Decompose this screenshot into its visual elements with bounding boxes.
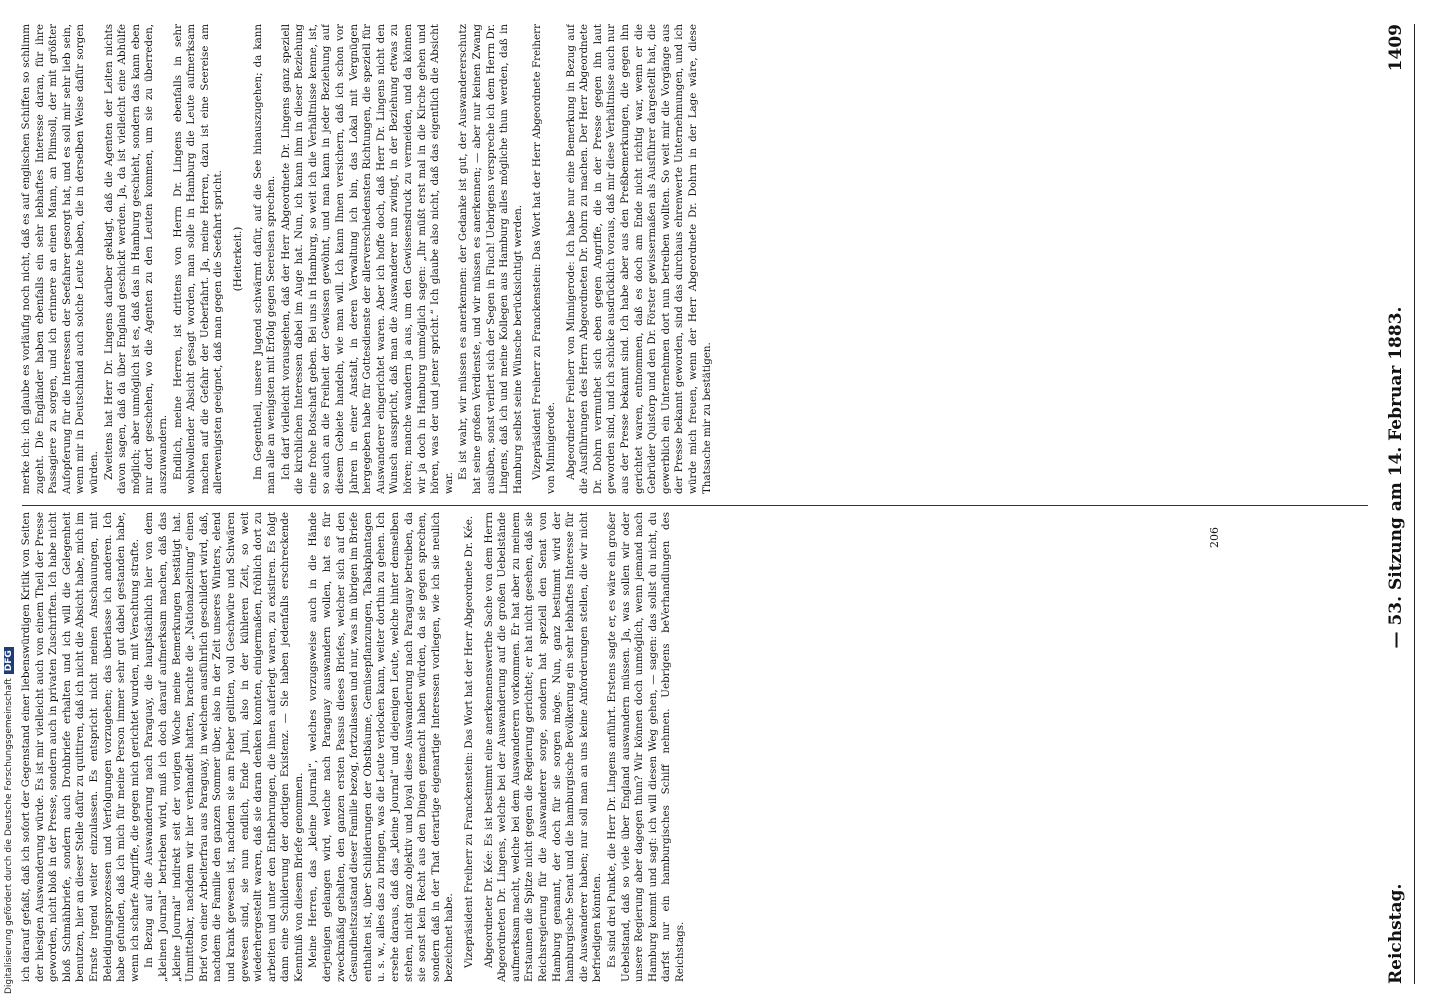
paragraph: Abgeordneter Freiherr von Minnigerode: Ich habe nur eine Bemerkung in Bezug auf die Ausführungen des Herrn Abgeordneten Dr. Dohrn zu machen. Der Herr Abgeordnete Dr. Dohrn vermuthet sich eben gegen Angriffe, die in der Presse gegen ihn laut geworden sind, und ich schicke ausdrücklich voraus, daß mir diese Verhältnisse auch nur aus der Presse bekannt sind. Ich habe aber aus den Preßbemerkungen, die gegen ihn gerichtet waren, entnommen, daß es doch am Ende nicht richtig war, wenn er die Gebrüder Quistorp und den Dr. Förster gewissermaßen als Ausführer dargestellt hat, die gewerblich ein Unternehmen dort nun betreiben wollten. So weit mir die Vorgänge aus der Presse bekannt geworden, sind das durchaus ehrenwerte Unternehmungen, und ich würde mich freuen, wenn der Herr Abgeordnete Dr. Dohrn in der Lage wäre, diese Thatsache mir zu bestätigen. — [564, 24, 713, 494]
paragraph: Abgeordneter Dr. Kée: Es ist bestimmt eine anerkennenswerthe Sache von dem Herrn Abgeordneten Dr. Lingens, welche bei der Auswanderung auf die großen Uebelstände aufmerksam macht, welche bei dem Auswanderern vorkommen. Er hat aber zu meinem Erstaunen die Spitze nicht gegen die Regierung gerichtet; er hat nicht gesehen, daß sie Reichsregierung für die Auswanderer sorge, sondern hat speziell den Senat von Hamburg genannt, der doch für sie sorgen möge. Nun, ganz bestimmt wird der hamburgische Senat und die hamburgische Bevölkerung ein sehr lebhaftes Interesse für die Auswanderer haben; nur soll man an uns keine Anforderungen stellen, die wir nicht befriedigen könnten. — [482, 512, 604, 982]
paragraph: merke ich: ich glaube es vorläufig noch nicht, daß es auf englischen Schiffen so schlimm zugeht. Die Engländer haben ebenfalls ein sehr lebhaftes Interesse daran, für ihre Passagiere zu sorgen, und ich erinnere an einen Mann, an Plimsoll, der mit größter Aufopferung für die Interessen der Seefahrer gesorgt hat, und es soll mir sehr lieb sein, wenn mir in Deutschland auch solche Leute haben, die in derselben Weise dafür sorgen würden. — [20, 24, 100, 494]
left-column — [20, 512, 1368, 982]
paragraph: Es sind drei Punkte, die Herr Dr. Lingens anführt. Erstens sagte er, es wäre ein großer Uebelstand, daß so viele über England auswandern müssen. Ja, was sollen wir oder unsere Regierung aber dagegen thun? Wir können doch unmöglich, wenn jemand nach Hamburg kommt und sagt: ich will diesen Weg gehen, — sagen: das sollst du nicht, du darfst nur ein hamburgisches Schiff nehmen. Uebrigens beVerhandlungen des Reichstags. — [605, 512, 686, 982]
paragraph: ich darauf gefaßt, daß ich sofort der Gegenstand einer liebenswürdigen Kritik von Seiten der hiesigen Auswanderung würde. Es ist mir vielleicht auch von einem Theil der Presse geworden, nicht bloß in der Presse, sondern auch in privaten Zuschriften. Ich habe nicht bloß Schmähbriefe, sondern auch Drohbriefe erhalten und ich will die Gelegenheit benutzen, hier an dieser Stelle dafür zu quittiren, daß ich nicht die Absicht habe, mich im Ernste irgend weiter einzulassen. Es entspricht nicht meinen Anschauungen, mit Beleidigungsprozessen und Verfolgungen vorzugehen; das überlasse ich anderen. Ich habe gefunden, daß ich mich für meine Person immer sehr gut dabei gestanden habe, wenn ich scharfe Angriffe, die gegen mich gerichtet wurden, mit Verachtung strafte. — [20, 512, 141, 982]
speaker-announcement: Vizepräsident Freiherr zu Franckenstein: Das Wort hat der Herr Abgeordnete Dr. Kée. — [463, 515, 475, 968]
paragraph: Zweitens hat Herr Dr. Lingens darüber geklagt, daß die Agenten der Leiten nichts davon sagen, daß da über England geschickt werden. Ja, da ist vielleicht eine Abhülfe möglich; aber unmöglich ist es, daß das in Hamburg geschieht, sondern das kann eben nur dort geschehen, wo die Agenten zu den Leuten kommen, um sie zu überreden, auszuwandern. — [102, 24, 169, 494]
header-left: Reichstag. — [1386, 883, 1406, 984]
dfg-logo: DFG — [4, 647, 14, 674]
paragraph: Es ist wahr, wir müssen es anerkennen: der Gedanke ist gut, der Auswandererschutz hat seine großen Verdienste, und wir müssen es anerkennen; — aber nur keinen Zwang ausüben, sonst verliert sich der Segen in Fluch! Uebrigens verspreche ich dem Herrn Dr. Lingens, daß ich und meine Kollegen aus Hamburg alles mögliche thun werden, daß in Hamburg selbst seine Wünsche berücksichtigt werden. — [457, 24, 524, 494]
page-header — [1378, 24, 1415, 984]
paragraph: Ich darf vielleicht vorausgehen, daß der Herr Abgeordnete Dr. Lingens ganz speziell die kirchlichen Interessen dabei im Auge hat. Nun, ich kann ihm in dieser Beziehung eine frohe Botschaft geben. Bei uns in Hamburg, so weit ich die Verhältnisse kenne, ist, so auch an die Freiheit der Gewissen gewöhnt, und man kann in jeder Beziehung auf diesem Gebiete handeln, wie man will. Ich kann Ihnen versichern, daß ich schon vor Jahren in einer Anstalt, in deren Verwaltung ich bin, das Lokal mit Vergnügen hergegeben habe für Gottesdienste der allerverschiedensten Richtungen, die speziell für Auswanderer eingerichtet waren. Aber ich hoffe doch, daß Herr Dr. Lingens nicht den Wunsch ausspricht, daß man die Auswanderer nun zwingt, in der Beziehung etwas zu hören; manche wandern ja aus, um den Gewissensdruck zu vermeiden, und da können wir ja doch in Hamburg unmöglich sagen: „Ihr müßt erst mal in die Kirche gehen und hören, was der und jener spricht.“ Ich glaube also nicht, daß das eigentlich die Absicht war. — [279, 24, 455, 494]
paragraph: Endlich, meine Herren, ist drittens von Herrn Dr. Lingens ebenfalls in sehr wohlwollender Absicht gesagt worden, man solle in Hamburg die Leute aufmerksam machen auf die Gefahr der Ueberfahrt. Ja, meine Herren, dazu ist eine Seereise am allerwenigsten geeignet, daß man gegen die Seefahrt spricht. — [171, 24, 225, 494]
paragraph: Im Gegentheil, unsere Jugend schwärmt dafür, auf die See hinauszugehen; da kann man alle an wenigsten mit Erfolg gegen Seereisen sprechen. — [251, 24, 278, 494]
paragraph: In Bezug auf die Auswanderung nach Paraguay, die hauptsächlich hier von dem „kleinen Journal“ betrieben wird, muß ich doch darauf aufmerksam machen, daß das „kleine Journal“ indirekt seit der vorigen Woche meine Bemerkungen bestätigt hat. Unmittelbar, nachdem wir hier verhandelt hatten, brachte die „Nationalzeitung“ einen Brief von einer Arbeiterfrau aus Paraguay, in welchem ausführlich geschildert wird, daß, nachdem die Familie den ganzen Sommer über, also in der Zeit unseres Winters, elend und krank gewesen ist, nachdem sie am Fieber gelitten, voll Geschwüre und Schwären gewesen sind, sie nun endlich, Ende Juni, also in der kühleren Zeit, so weit wiederhergestellt waren, daß sie daran denken konnten, einigermaßen, fröhlich dort zu arbeiten und unter den Entbehrungen, die ihnen auferlegt waren, zu existiren. Es folgt dann eine Schilderung der dortigen Existenz. — Sie haben jedenfalls erschreckende Kenntniß von diesem Briefe genommen. — [143, 512, 305, 982]
header-center: — 53. Sitzung am 14. Februar 1883. — [1386, 306, 1406, 649]
column-divider — [22, 505, 1368, 506]
speaker-announcement: Vizepräsident Freiherr zu Franckenstein: Das Wort hat der Herr Abgeordnete Freiherr von Minnigerode. — [531, 24, 557, 494]
right-column — [20, 24, 1368, 494]
digitization-stamp — [4, 14, 14, 994]
stamp-text: Digitalisierung gefördert durch die Deutsche Forschungsgemeinschaft — [4, 678, 14, 994]
paragraph: Meine Herren, das „kleine Journal“, welches vorzugsweise auch in die Hände derjenigen gelangen wird, welche nach Paraguay auswandern wollen, hat es für zweckmäßig gehalten, den ganzen ersten Passus dieses Briefes, welcher sich auf den Gesundheitszustand dieser Familie bezog, fortzulassen und nur, was im übrigen im Briefe enthalten ist, über Schilderungen der Obstbäume, Gemüsepflanzungen, Tabakplantagen u. s. w., alles das zu bringen, was die Leute verlocken kann, weiter dorthin zu gehen. Ich ersehe daraus, daß das „kleine Journal“ und diejenigen Leute, welche hinter demselben stehen, nicht ganz objektiv und loyal diese Auswanderung nach Paraguay betreiben, da sie sonst kein Recht aus den Dingen gemacht haben würden, da sie gegen sprechen, sondern daß in der That derartige eigenartige Interessen vorliegen, wie ich sie neulich bezeichnet habe. — [307, 512, 456, 982]
sheet-signature: 206 — [1208, 527, 1221, 548]
interjection: (Heiterkeit.) — [231, 226, 244, 292]
page-number: 1409 — [1386, 24, 1406, 72]
